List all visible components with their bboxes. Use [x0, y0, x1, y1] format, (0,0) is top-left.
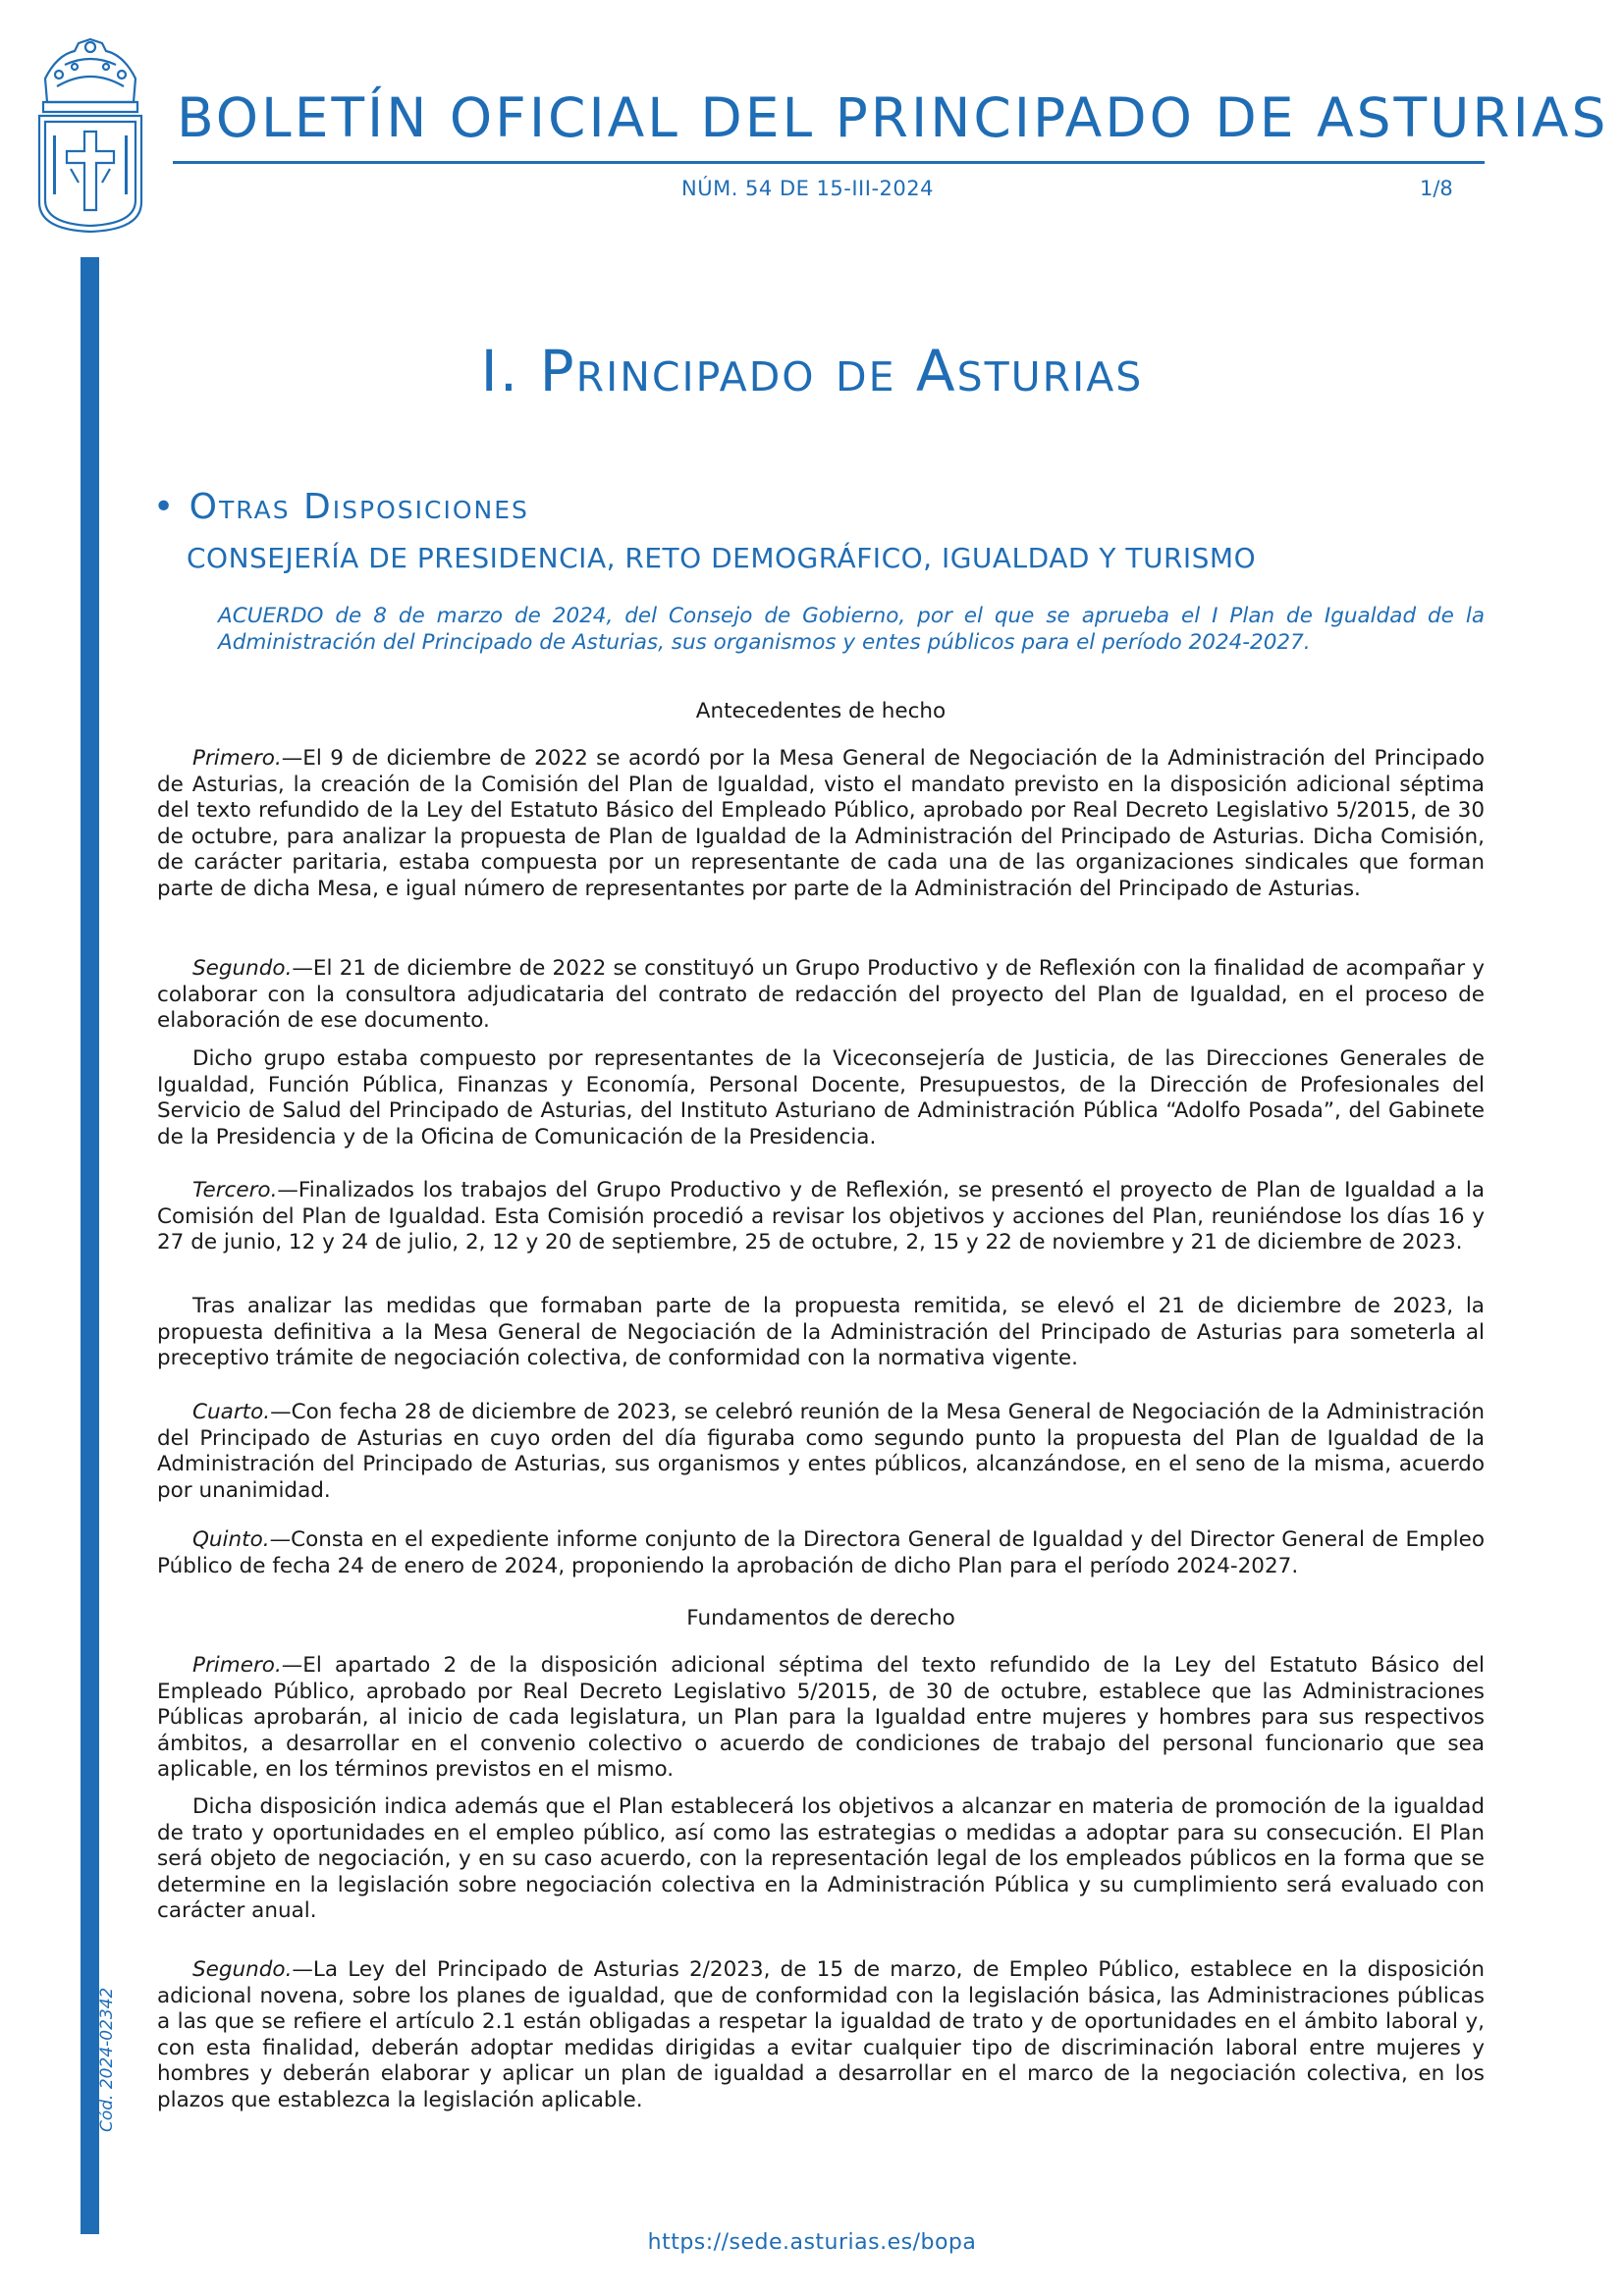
paragraph [157, 1178, 1485, 1256]
paragraph-text: —Finalizados los trabajos del Grupo Productivo y de Reflexión, se presentó el proyecto de Plan de Igualdad a la Comisión del Plan de Igualdad. Esta Comisión procedió a revisar los objetivos y acciones del Plan, reuniéndose los días 16 y 27 de junio, 12 y 24 de julio, 2, 12 y 20 de septiembre, 25 de octubre, 2, 15 y 22 de noviembre y 21 de diciembre de 2023. [157, 1178, 1485, 1255]
paragraph-text: —El apartado 2 de la disposición adicional séptima del texto refundido de la Ley del Estatuto Básico del Empleado Público, aprobado por Real Decreto Legislativo 5/2015, de 30 de octubre, establece que las Administraciones Públicas aprobarán, al inicio de cada legislatura, un Plan para la Igualdad entre mujeres y hombres para sus respectivos ámbitos, a desarrollar en el convenio colectivo o acuerdo de condiciones de trabajo del personal funcionario que sea aplicable, en los términos previstos en el mismo. [157, 1653, 1485, 1783]
paragraph-text: Dicha disposición indica además que el Plan establecerá los objetivos a alcanzar en materia de promoción de la igualdad de trato y oportunidades en el empleo público, así como las estrategias o medidas a adoptar para su consecución. El Plan será objeto de negociación, y en su caso acuerdo, con la representación legal de los empleados públicos en la forma que se determine en la legislación sobre negociación colectiva en la Administración Pública y su cumplimiento será evaluado con carácter anual. [157, 1794, 1485, 1924]
paragraph-lead: Quinto. [192, 1527, 270, 1552]
masthead-rule [173, 161, 1485, 164]
paragraph-lead: Cuarto. [192, 1400, 271, 1424]
paragraph-lead: Segundo. [192, 1957, 293, 1982]
footer-url-link[interactable]: https://sede.asturias.es/bopa [647, 2230, 977, 2255]
consejeria-title: CONSEJERÍA DE PRESIDENCIA, RETO DEMOGRÁFICO, IGUALDAD Y TURISMO [187, 542, 1257, 574]
paragraph [157, 1653, 1485, 1784]
paragraph-lead: Segundo. [192, 956, 293, 981]
paragraph-lead: Primero. [192, 1653, 282, 1678]
document-code: Cód. 2024-02342 [97, 1987, 117, 2132]
paragraph [157, 1046, 1485, 1150]
paragraph-text: —El 9 de diciembre de 2022 se acordó por la Mesa General de Negociación de la Administración del Principado de Asturias, la creación de la Comisión del Plan de Igualdad, visto el mandato previsto en la disposición adicional séptima del texto refundido de la Ley del Estatuto Básico del Empleado Público, aprobado por Real Decreto Legislativo 5/2015, de 30 de octubre, para analizar la propuesta de Plan de Igualdad de la Administración del Principado de Asturias. Dicha Comisión, de carácter paritaria, estaba compuesta por un representante de cada una de las organizaciones sindicales que forman parte de dicha Mesa, e igual número de representantes por parte de la Administración del Principado de Asturias. [157, 746, 1485, 901]
issue-number: NÚM. 54 DE 15-III-2024 [681, 177, 934, 200]
acuerdo-summary: ACUERDO de 8 de marzo de 2024, del Consejo de Gobierno, por el que se aprueba el I Plan de Igualdad de la Administración del Principado de Asturias, sus organismos y entes públicos para el período 2024-2027. [218, 604, 1485, 655]
paragraph-text: —La Ley del Principado de Asturias 2/2023, de 15 de marzo, de Empleo Público, establece en la disposición adicional novena, sobre los planes de igualdad, que de conformidad con la legislación básica, las Administraciones públicas a las que se refiere el artículo 2.1 están obligadas a respetar la igualdad de trato y de oportunidades en el ámbito laboral y, con esta finalidad, deberán adoptar medidas dirigidas a evitar cualquier tipo de discriminación laboral entre mujeres y hombres y deberán elaborar y aplicar un plan de igualdad a desarrollar en el marco de la negociación colectiva, en los plazos que establezca la legislación aplicable. [157, 1957, 1485, 2112]
asturias-crest-logo [35, 37, 145, 234]
heading-antecedentes: Antecedentes de hecho [695, 699, 947, 723]
paragraph-text: —El 21 de diciembre de 2022 se constituyó un Grupo Productivo y de Reflexión con la finalidad de acompañar y colaborar con la consultora adjudicataria del contrato de redacción del proyecto del Plan de Igualdad, en el proceso de elaboración de ese documento. [157, 956, 1485, 1034]
masthead-title: BOLETÍN OFICIAL DEL PRINCIPADO DE ASTURIAS [177, 86, 1609, 149]
paragraph [157, 1400, 1485, 1504]
paragraph-text: —Consta en el expediente informe conjunto de la Directora General de Igualdad y del Director General de Empleo Público de fecha 24 de enero de 2024, proponiendo la aprobación de dicho Plan para el período 2024-2027. [157, 1527, 1485, 1578]
paragraph [157, 746, 1485, 903]
paragraph [157, 1527, 1485, 1579]
page-number: 1/8 [1420, 177, 1453, 200]
paragraph-lead: Tercero. [192, 1178, 278, 1202]
sub-section-title: • Otras Disposiciones [153, 487, 529, 527]
paragraph-text: —Con fecha 28 de diciembre de 2023, se celebró reunión de la Mesa General de Negociación de la Administración del Principado de Asturias en cuyo orden del día figuraba como segundo punto la propuesta del Plan de Igualdad de la Administración del Principado de Asturias, sus organismos y entes públicos, alcanzándose, en el seno de la misma, acuerdo por unanimidad. [157, 1400, 1485, 1503]
paragraph-lead: Primero. [192, 746, 282, 771]
paragraph [157, 956, 1485, 1035]
section-title: I. Principado de Asturias [480, 338, 1144, 404]
paragraph-text: Tras analizar las medidas que formaban parte de la propuesta remitida, se elevó el 21 de diciembre de 2023, la propuesta definitiva a la Mesa General de Negociación de la Administración del Principado de Asturias para someterla al preceptivo trámite de negociación colectiva, de conformidad con la normativa vigente. [157, 1294, 1485, 1371]
paragraph [157, 1794, 1485, 1925]
paragraph-text: Dicho grupo estaba compuesto por representantes de la Viceconsejería de Justicia, de las Direcciones Generales de Igualdad, Función Pública, Finanzas y Economía, Personal Docente, Presupuestos, de la Dirección de Profesionales del Servicio de Salud del Principado de Asturias, del Instituto Asturiano de Administración Pública “Adolfo Posada”, del Gabinete de la Presidencia y de la Oficina de Comunicación de la Presidencia. [157, 1046, 1485, 1149]
paragraph [157, 1957, 1485, 2114]
paragraph [157, 1294, 1485, 1372]
side-margin-bar [81, 257, 99, 2234]
heading-fundamentos: Fundamentos de derecho [686, 1606, 955, 1630]
